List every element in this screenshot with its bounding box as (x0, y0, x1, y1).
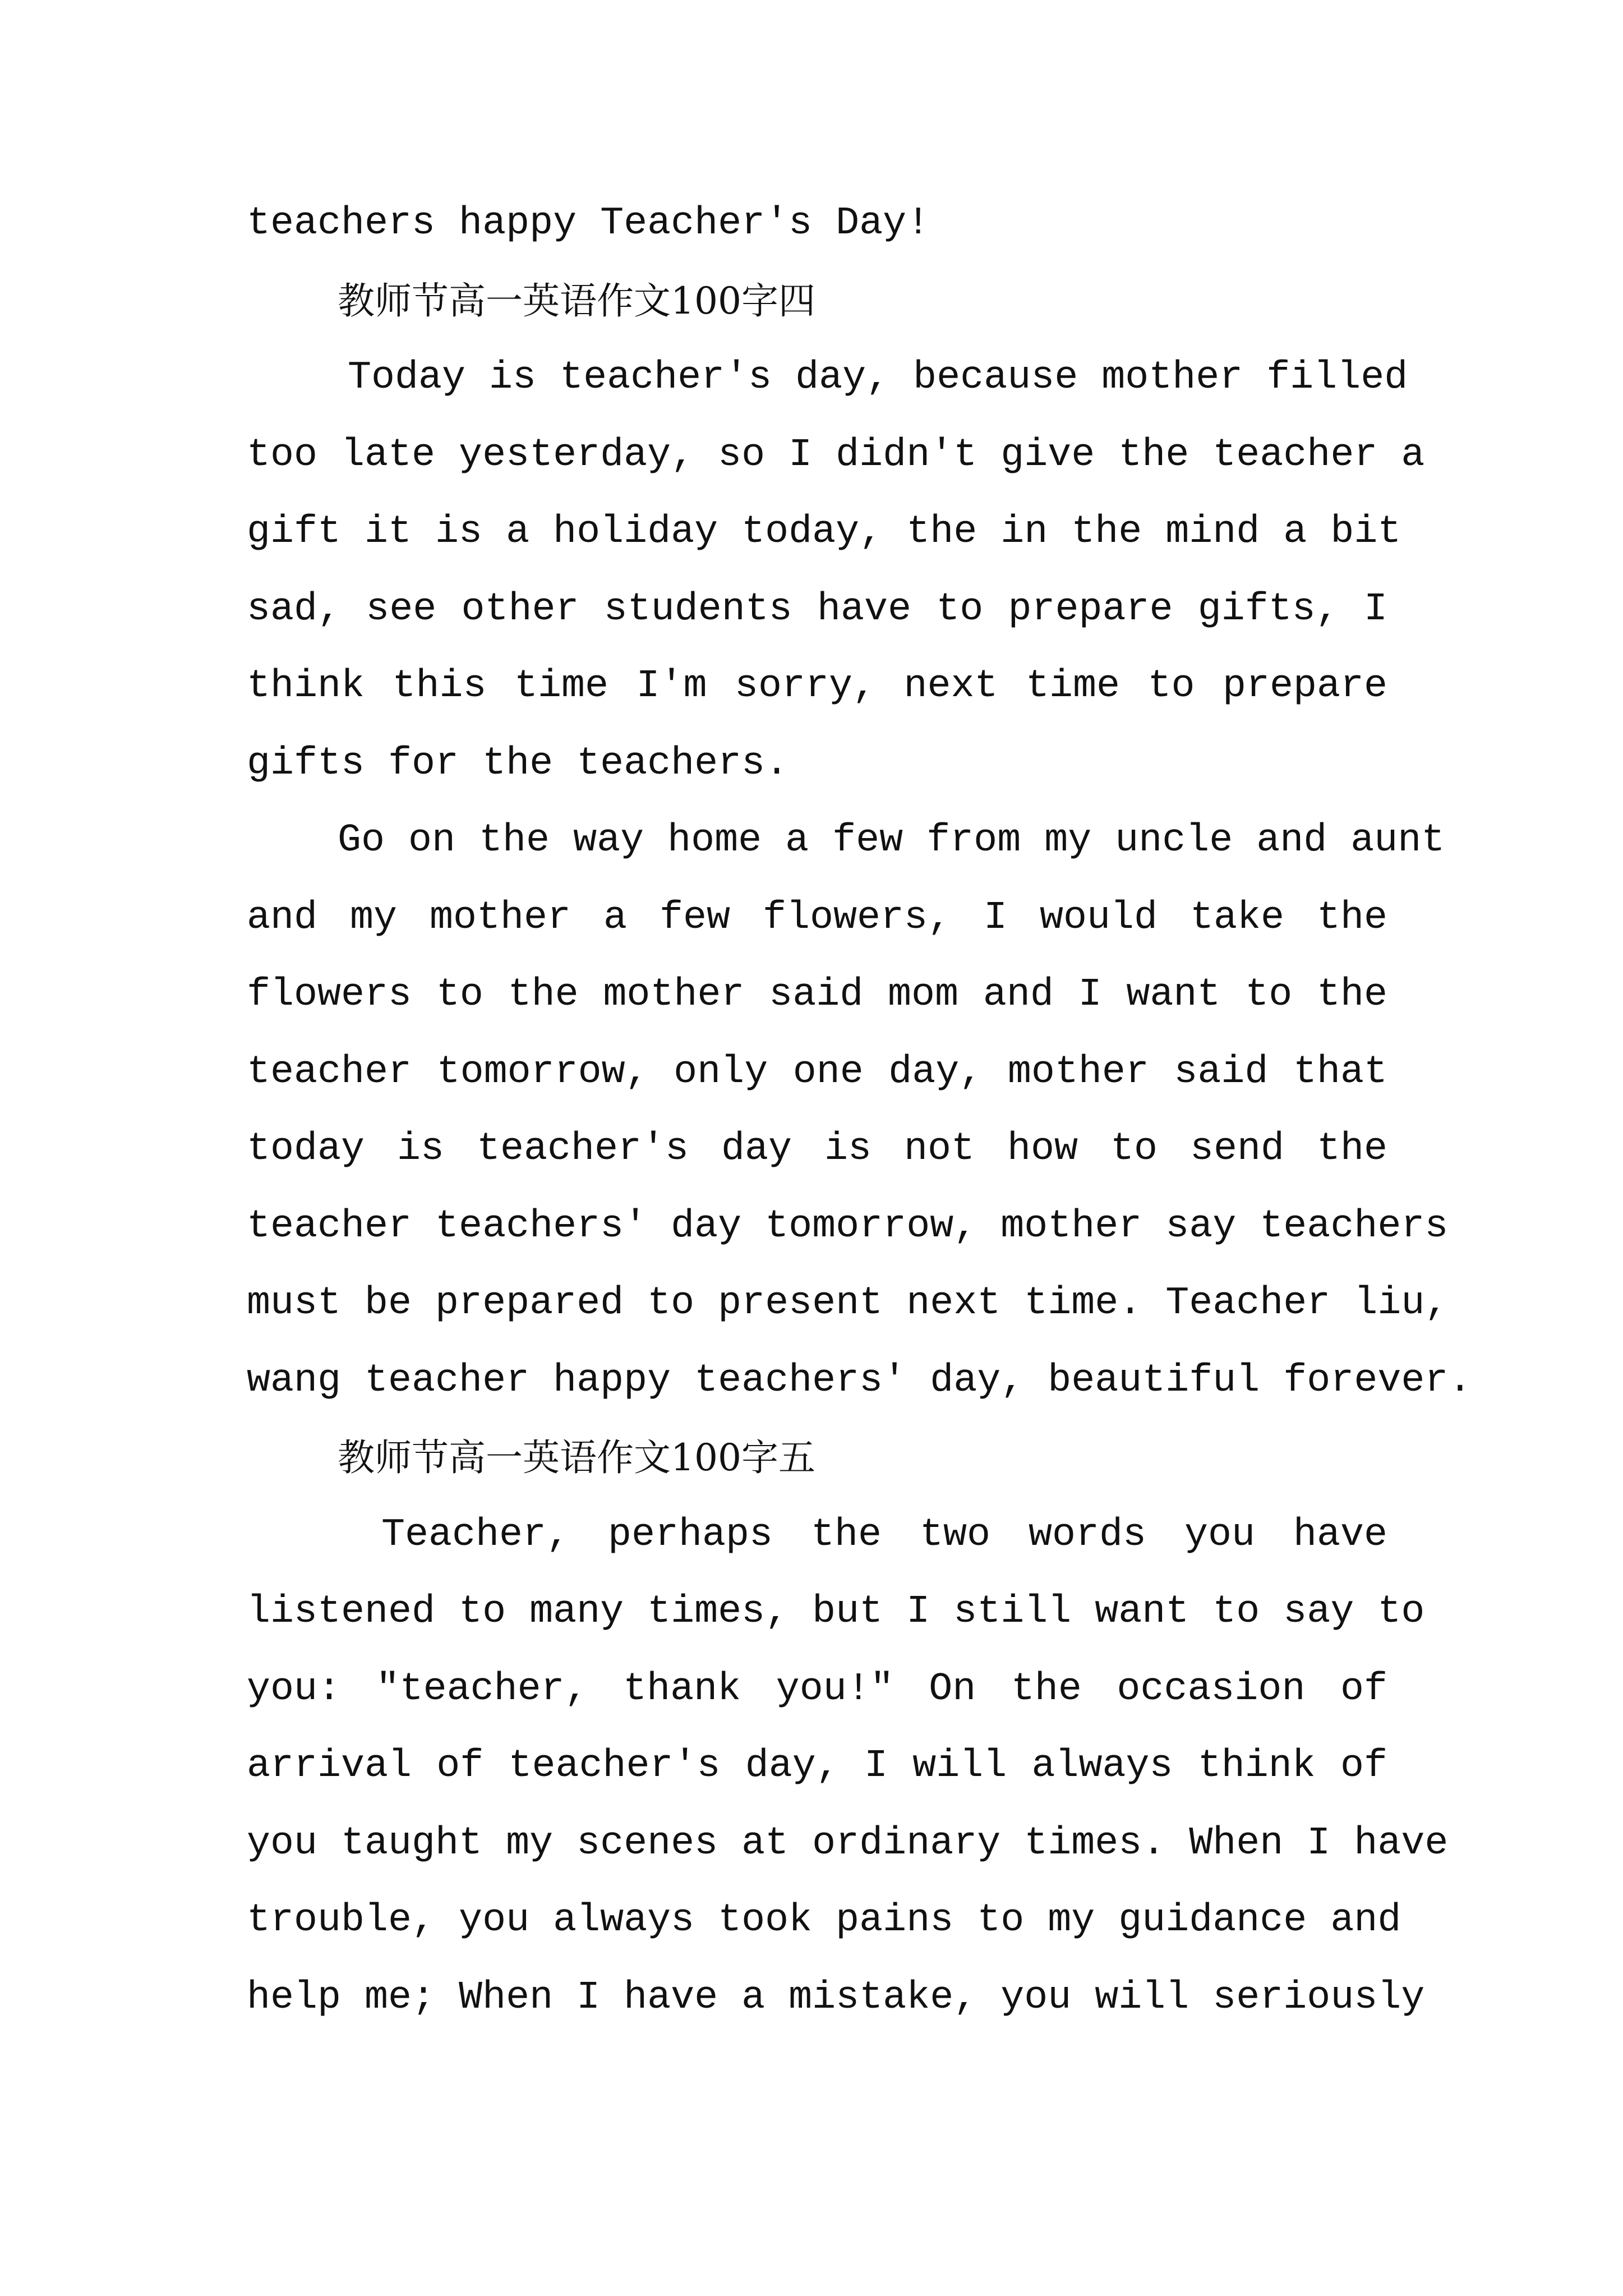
text-line: you taught my scenes at ordinary times. When I have (247, 1821, 1449, 1866)
document-body (247, 185, 1472, 2036)
text-line: flowers to the mother said mom and I want to the (247, 973, 1387, 1017)
section-heading: 教师节高一英语作文100字四 (338, 279, 815, 323)
text-line: teachers happy Teacher's Day! (247, 201, 930, 246)
text-line: sad, see other students have to prepare gifts, I (247, 587, 1387, 632)
text-line: Teacher, perhaps the two words you have (381, 1512, 1387, 1557)
text-line: today is teacher's day is not how to send the (247, 1127, 1387, 1171)
text-line: and my mother a few flowers, I would take the (247, 895, 1387, 940)
text-line: think this time I'm sorry, next time to prepare (247, 664, 1387, 708)
text-line: must be prepared to present next time. Teacher liu, (247, 1281, 1449, 1326)
text-line: Today is teacher's day, because mother filled (348, 356, 1408, 400)
text-line: you: "teacher, thank you!" On the occasion of (247, 1667, 1387, 1711)
text-line: trouble, you always took pains to my guidance and (247, 1898, 1401, 1943)
text-line: wang teacher happy teachers' day, beautiful forever. (247, 1358, 1472, 1403)
text-line: arrival of teacher's day, I will always think of (247, 1744, 1387, 1788)
text-line: Go on the way home a few from my uncle and aunt (338, 818, 1445, 863)
text-line: teacher teachers' day tomorrow, mother say teachers (247, 1204, 1449, 1249)
text-line: gift it is a holiday today, the in the mind a bit (247, 510, 1401, 554)
section-heading: 教师节高一英语作文100字五 (338, 1436, 815, 1479)
text-line: listened to many times, but I still want to say to (247, 1590, 1425, 1634)
text-line: help me; When I have a mistake, you will seriously (247, 1975, 1425, 2020)
text-line: too late yesterday, so I didn't give the teacher a (247, 432, 1425, 477)
text-line: gifts for the teachers. (247, 741, 789, 786)
text-line: teacher tomorrow, only one day, mother said that (247, 1050, 1387, 1094)
